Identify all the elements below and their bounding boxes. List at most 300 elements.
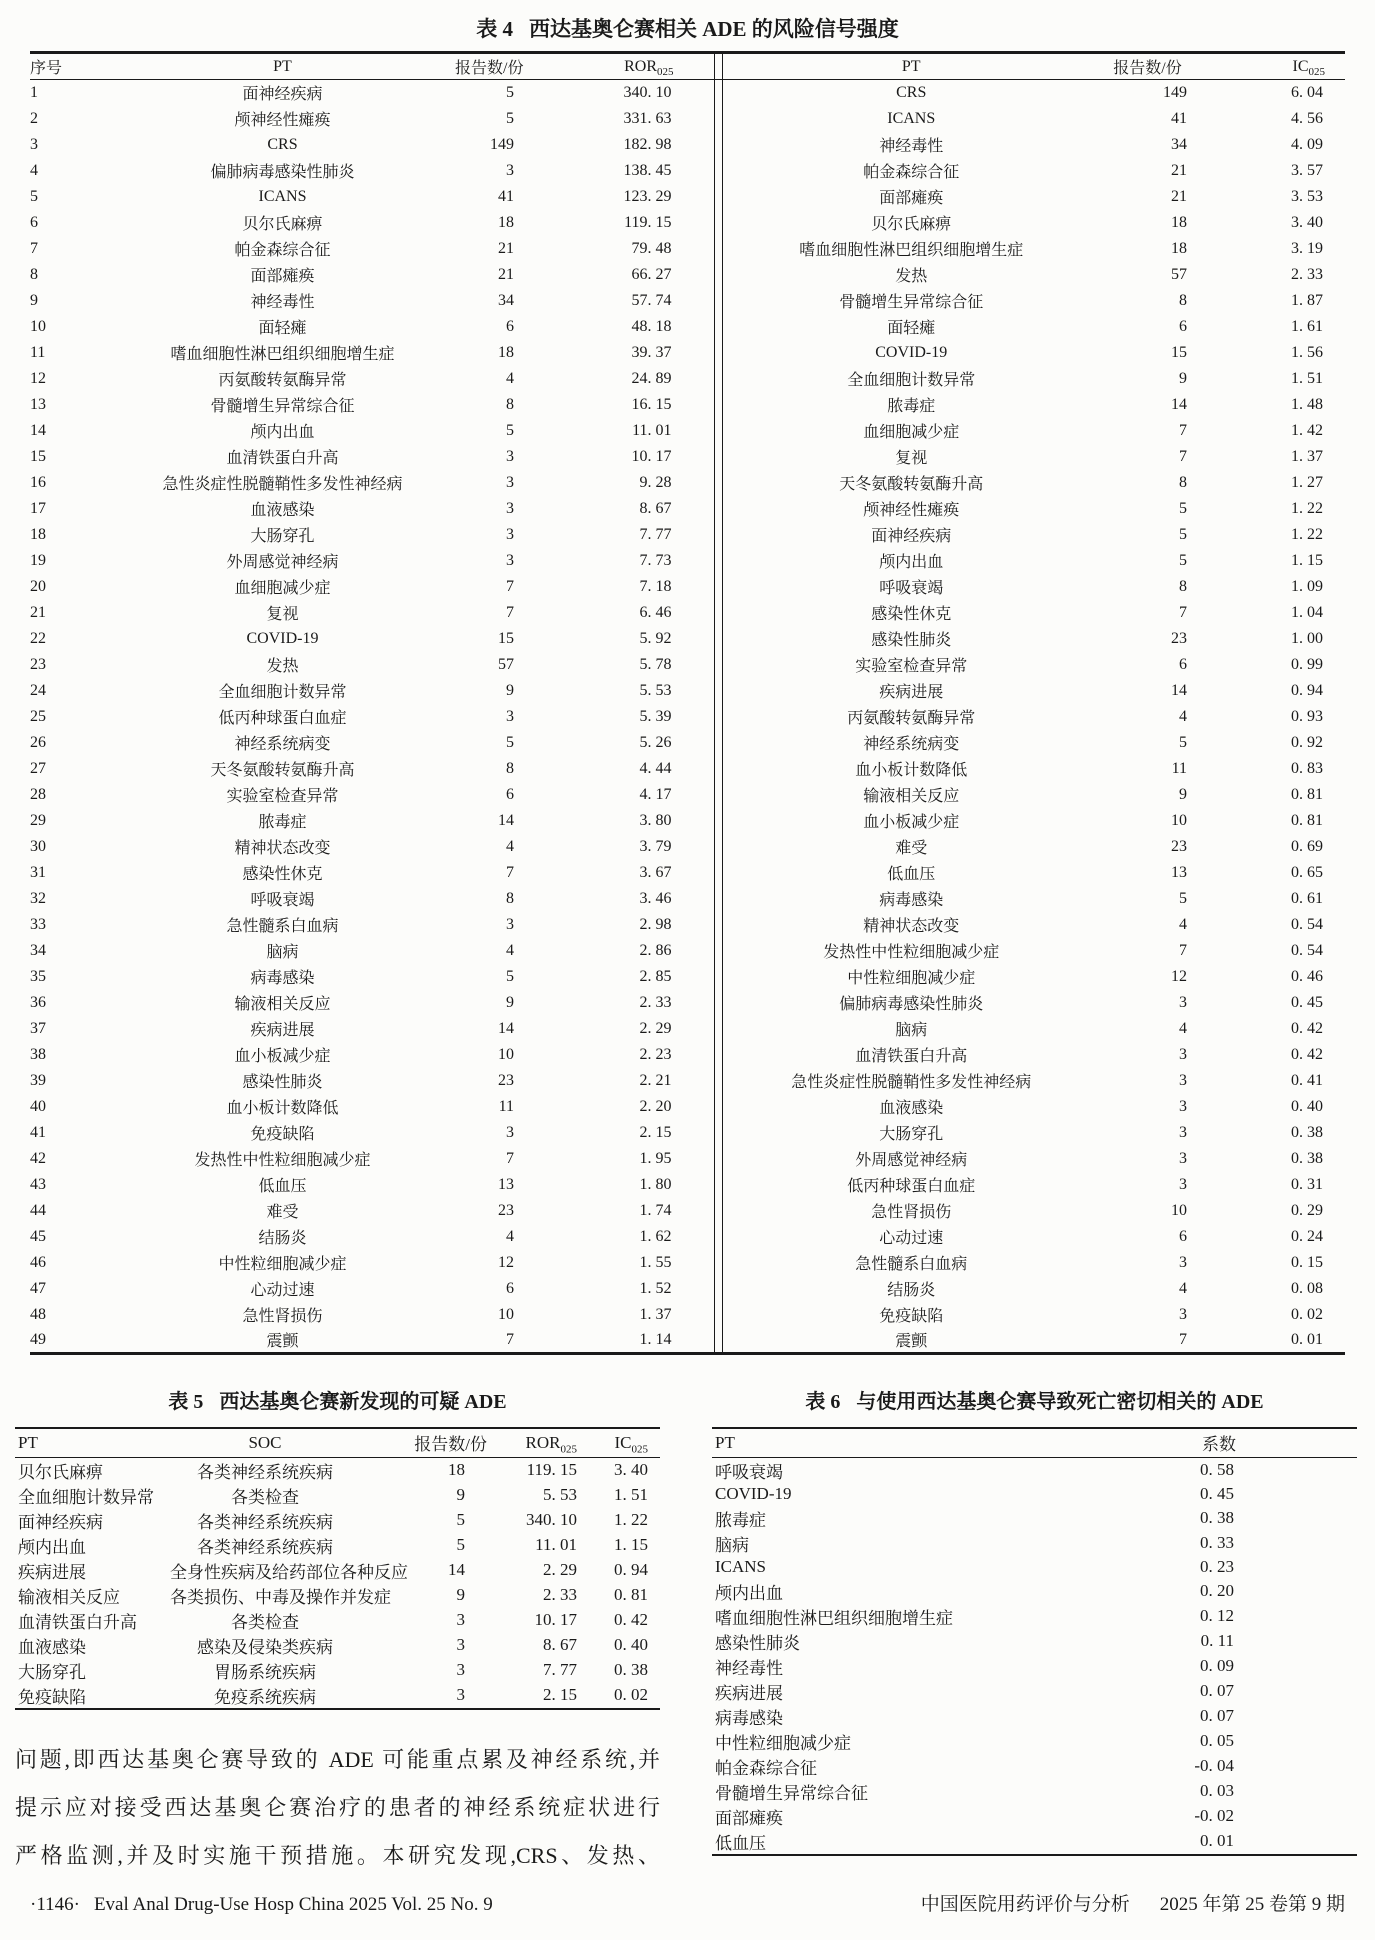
column-divider-cell: [714, 990, 722, 1016]
row-index: 46: [30, 1253, 46, 1271]
pt-name-left: 急性髓系白血病: [226, 918, 339, 935]
table4-row: [30, 340, 1345, 366]
report-count-right: 3: [1179, 1071, 1187, 1089]
column-divider-cell: [714, 184, 722, 210]
column-divider-cell: [714, 626, 722, 652]
ror025-value: 1. 55: [639, 1253, 672, 1271]
ror025-value: 66. 27: [631, 265, 672, 283]
pt-name-left: CRS: [267, 135, 298, 153]
pt-name-left: 脓毒症: [258, 814, 307, 831]
report-count-left: 5: [506, 109, 514, 127]
coefficient-value: 0. 38: [1200, 1508, 1234, 1527]
report-count-right: 18: [1171, 213, 1187, 231]
ror025-value: 340. 10: [526, 1510, 577, 1529]
pt-name: 骨髓增生异常综合征: [715, 1783, 868, 1803]
body-paragraph: [15, 1736, 660, 1880]
row-index: 13: [30, 395, 46, 413]
ror025-value: 1. 14: [639, 1330, 672, 1348]
pt-name-left: 贝尔氏麻痹: [242, 216, 323, 233]
table5-row: [15, 1683, 660, 1709]
pt-name-right: 感染性休克: [871, 606, 952, 623]
table6-row: [712, 1483, 1357, 1506]
table5-row: [15, 1533, 660, 1558]
pt-name-left: COVID-19: [246, 629, 319, 647]
pt-name: 呼吸衰竭: [715, 1462, 783, 1482]
report-count-left: 5: [506, 733, 514, 751]
ror025-value: 4. 17: [639, 785, 672, 803]
ic025-value: 0. 92: [1291, 733, 1323, 751]
row-index: 34: [30, 941, 46, 959]
column-divider-cell: [714, 756, 722, 782]
pt-name: 血清铁蛋白升高: [18, 1612, 137, 1632]
report-count-right: 4: [1179, 707, 1187, 725]
ic025-value: 3. 57: [1291, 161, 1323, 179]
pt-name-right: 脓毒症: [887, 398, 936, 415]
report-count-right: 34: [1171, 135, 1187, 153]
row-index: 23: [30, 655, 46, 673]
report-count-right: 11: [1171, 759, 1187, 777]
pt-name-left: 骨髓增生异常综合征: [210, 398, 355, 415]
pt-name-right: 中性粒细胞减少症: [847, 970, 976, 987]
pt-name: 贝尔氏麻痹: [18, 1462, 103, 1482]
table4-header-ic025: [1195, 53, 1345, 80]
pt-name-left: 血细胞减少症: [234, 580, 331, 597]
table4-row: [30, 210, 1345, 236]
pt-name-right: 发热性中性粒细胞减少症: [823, 944, 1000, 961]
report-count-right: 4: [1179, 1019, 1187, 1037]
soc-name: 各类神经系统疾病: [197, 1537, 333, 1557]
ic025-value: 4. 56: [1291, 109, 1323, 127]
table4-row: [30, 860, 1345, 886]
pt-name-left: 低丙种球蛋白血症: [218, 710, 347, 727]
column-divider-cell: [714, 808, 722, 834]
report-count-left: 14: [498, 811, 514, 829]
ic025-value: 1. 22: [1291, 499, 1323, 517]
pt-name-left: 感染性肺炎: [242, 1074, 323, 1091]
ror025-value: 5. 78: [639, 655, 672, 673]
column-divider-cell: [714, 782, 722, 808]
column-divider-cell: [714, 522, 722, 548]
pt-name: 输液相关反应: [18, 1587, 120, 1607]
column-divider-cell: [714, 236, 722, 262]
pt-name-right: 发热: [895, 268, 928, 285]
row-index: 2: [30, 109, 38, 127]
table4-row: [30, 106, 1345, 132]
report-count-right: 10: [1171, 811, 1187, 829]
soc-name: 感染及侵染类疾病: [197, 1637, 333, 1657]
report-count-right: 3: [1179, 1045, 1187, 1063]
table4-row: [30, 470, 1345, 496]
report-count-right: 7: [1179, 421, 1187, 439]
report-count-right: 3: [1179, 993, 1187, 1011]
ror025-value: 2. 20: [639, 1097, 672, 1115]
report-count-left: 14: [498, 1019, 514, 1037]
ror025-value: 2. 86: [639, 941, 672, 959]
row-index: 37: [30, 1019, 46, 1037]
row-index: 42: [30, 1149, 46, 1167]
row-index: 6: [30, 213, 38, 231]
ic025-value: 0. 08: [1291, 1279, 1323, 1297]
report-count: 14: [448, 1560, 465, 1579]
pt-name: 免疫缺陷: [18, 1687, 86, 1707]
pt-name-left: 颅神经性瘫痪: [234, 112, 331, 129]
column-divider-cell: [714, 340, 722, 366]
ror025-value: 138. 45: [623, 161, 672, 179]
row-index: 28: [30, 785, 46, 803]
column-divider-cell: [714, 1250, 722, 1276]
pt-name-right: CRS: [896, 83, 927, 101]
footer-right: [921, 1890, 1345, 1920]
report-count-right: 3: [1179, 1305, 1187, 1323]
ic025-value: 0. 94: [614, 1560, 648, 1579]
table6-row: [712, 1779, 1357, 1804]
pt-name-right: 神经系统病变: [863, 736, 960, 753]
report-count-left: 3: [506, 473, 514, 491]
ic025-value: 0. 46: [1291, 967, 1323, 985]
report-count-left: 3: [506, 707, 514, 725]
table4-row: [30, 522, 1345, 548]
report-count-right: 6: [1179, 655, 1187, 673]
ror025-value: 16. 15: [631, 395, 672, 413]
pt-name-left: 神经毒性: [250, 294, 315, 311]
column-divider-cell: [714, 1068, 722, 1094]
bottom-columns: [15, 1389, 1357, 1880]
ror025-value: 11. 01: [632, 421, 672, 439]
report-count-left: 34: [498, 291, 514, 309]
report-count-right: 3: [1179, 1149, 1187, 1167]
pt-name-right: 实验室检查异常: [855, 658, 968, 675]
pt-name-left: 颅内出血: [250, 424, 315, 441]
column-divider-cell: [714, 1302, 722, 1328]
coefficient-value: 0. 07: [1200, 1681, 1234, 1700]
row-index: 27: [30, 759, 46, 777]
ror025-value: 1. 62: [639, 1227, 672, 1245]
report-count-right: 7: [1179, 447, 1187, 465]
report-count-left: 3: [506, 499, 514, 517]
ror025-value: 2. 15: [543, 1685, 577, 1704]
soc-name: 各类检查: [231, 1612, 299, 1632]
ic025-value: 0. 99: [1291, 655, 1323, 673]
row-index: 7: [30, 239, 38, 257]
coefficient-value: -0. 02: [1194, 1806, 1234, 1825]
table5-title: [15, 1389, 660, 1415]
ic025-value: 3. 40: [614, 1460, 648, 1479]
report-count-left: 3: [506, 551, 514, 569]
coefficient-value: 0. 07: [1200, 1706, 1234, 1725]
table6-row: [712, 1506, 1357, 1531]
pt-name-right: 血清铁蛋白升高: [855, 1048, 968, 1065]
report-count-right: 5: [1179, 733, 1187, 751]
column-divider-cell: [714, 392, 722, 418]
ror-label: ROR: [624, 57, 657, 75]
table4-header-pt-right: PT: [722, 53, 1100, 80]
report-count-left: 3: [506, 525, 514, 543]
row-index: 47: [30, 1279, 46, 1297]
table4-row: [30, 1146, 1345, 1172]
table4-row: [30, 1094, 1345, 1120]
report-count-left: 7: [506, 1330, 514, 1348]
table6-header-pt: PT: [712, 1428, 1002, 1457]
ror025-value: 123. 29: [623, 187, 672, 205]
ic025-value: 1. 04: [1291, 603, 1323, 621]
column-divider-cell: [714, 886, 722, 912]
report-count: 9: [456, 1485, 465, 1504]
report-count-right: 9: [1179, 785, 1187, 803]
report-count-right: 5: [1179, 525, 1187, 543]
table4-row: [30, 366, 1345, 392]
pt-name: 大肠穿孔: [18, 1662, 86, 1682]
report-count-left: 12: [498, 1253, 514, 1271]
ic025-value: 6. 04: [1291, 83, 1323, 101]
pt-name-right: 血小板计数降低: [855, 762, 968, 779]
report-count-left: 5: [506, 967, 514, 985]
table4-row: [30, 1068, 1345, 1094]
ic025-value: 4. 09: [1291, 135, 1323, 153]
report-count-left: 149: [490, 135, 514, 153]
ic025-value: 1. 48: [1291, 395, 1323, 413]
table4-row: [30, 1198, 1345, 1224]
column-gutter: [660, 1389, 712, 1880]
ic025-value: 1. 22: [1291, 525, 1323, 543]
table5-row: [15, 1483, 660, 1508]
row-index: 26: [30, 733, 46, 751]
ror025-value: 1. 74: [639, 1201, 672, 1219]
table4-row: [30, 756, 1345, 782]
pt-name-right: 颅神经性瘫痪: [863, 502, 960, 519]
report-count-right: 21: [1171, 187, 1187, 205]
pt-name-left: 发热性中性粒细胞减少症: [194, 1152, 371, 1169]
ror025-value: 9. 28: [639, 473, 672, 491]
report-count-right: 3: [1179, 1175, 1187, 1193]
report-count-left: 7: [506, 603, 514, 621]
row-index: 31: [30, 863, 46, 881]
report-count-right: 7: [1179, 603, 1187, 621]
pt-name: 帕金森综合征: [715, 1758, 817, 1778]
ic025-value: 0. 15: [1291, 1253, 1323, 1271]
column-divider-cell: [714, 1016, 722, 1042]
report-count: 9: [456, 1585, 465, 1604]
ic025-value: 1. 87: [1291, 291, 1323, 309]
page-footer: [30, 1890, 1345, 1920]
ror025-value: 3. 79: [639, 837, 672, 855]
table6-row: [712, 1754, 1357, 1779]
pt-name-right: 天冬氨酸转氨酶升高: [839, 476, 984, 493]
ror025-value: 11. 01: [535, 1535, 577, 1554]
ic025-value: 1. 51: [1291, 369, 1323, 387]
table4-row: [30, 678, 1345, 704]
row-index: 49: [30, 1330, 46, 1348]
table6-header-row: [712, 1428, 1357, 1457]
pt-name-right: 感染性肺炎: [871, 632, 952, 649]
table4-column-divider: [714, 53, 722, 80]
row-index: 30: [30, 837, 46, 855]
ic025-value: 1. 00: [1291, 629, 1323, 647]
pt-name-right: 贝尔氏麻痹: [871, 216, 952, 233]
report-count: 5: [456, 1535, 465, 1554]
pt-name: 嗜血细胞性淋巴组织细胞增生症: [715, 1608, 953, 1628]
pt-name-left: 偏肺病毒感染性肺炎: [210, 164, 355, 181]
coefficient-value: 0. 12: [1200, 1606, 1234, 1625]
ic025-value: 0. 93: [1291, 707, 1323, 725]
table6-row: [712, 1729, 1357, 1754]
report-count-left: 4: [506, 369, 514, 387]
pt-name-right: 丙氨酸转氨酶异常: [847, 710, 976, 727]
column-divider-cell: [714, 262, 722, 288]
ror025-value: 3. 67: [639, 863, 672, 881]
pt-name-right: 输液相关反应: [863, 788, 960, 805]
report-count-right: 14: [1171, 681, 1187, 699]
report-count-left: 7: [506, 1149, 514, 1167]
ic025-value: 0. 42: [1291, 1045, 1323, 1063]
row-index: 19: [30, 551, 46, 569]
column-divider-cell: [714, 730, 722, 756]
table4-row: [30, 600, 1345, 626]
ror025-value: 2. 21: [639, 1071, 672, 1089]
coefficient-value: 0. 05: [1200, 1731, 1234, 1750]
row-index: 20: [30, 577, 46, 595]
pt-name-right: 病毒感染: [879, 892, 944, 909]
report-count-left: 4: [506, 941, 514, 959]
row-index: 35: [30, 967, 46, 985]
pt-name-right: 呼吸衰竭: [879, 580, 944, 597]
soc-name: 免疫系统疾病: [214, 1687, 316, 1707]
pt-name-left: 血小板减少症: [234, 1048, 331, 1065]
table6-row: [712, 1579, 1357, 1604]
table4-row: [30, 80, 1345, 106]
ic025-value: 1. 15: [1291, 551, 1323, 569]
coefficient-value: 0. 20: [1200, 1581, 1234, 1600]
ror025-value: 182. 98: [623, 135, 672, 153]
table5-row: [15, 1583, 660, 1608]
coefficient-value: 0. 23: [1200, 1557, 1234, 1576]
pt-name-left: 急性肾损伤: [242, 1308, 323, 1325]
pt-name: 面部瘫痪: [715, 1808, 783, 1828]
column-divider-cell: [714, 678, 722, 704]
right-column: [712, 1389, 1357, 1880]
column-divider-cell: [714, 1146, 722, 1172]
report-count-left: 8: [506, 889, 514, 907]
ror025-value: 10. 17: [631, 447, 672, 465]
pt-name: 脑病: [715, 1535, 749, 1555]
report-count-right: 3: [1179, 1123, 1187, 1141]
pt-name-right: ICANS: [887, 109, 936, 127]
table4-row: [30, 1120, 1345, 1146]
report-count-left: 21: [498, 265, 514, 283]
report-count-left: 8: [506, 395, 514, 413]
table5-row: [15, 1658, 660, 1683]
ror025-value: 5. 39: [639, 707, 672, 725]
report-count-right: 41: [1171, 109, 1187, 127]
column-divider-cell: [714, 704, 722, 730]
table4-header-index: 序号: [30, 53, 110, 80]
ic025-value: 0. 83: [1291, 759, 1323, 777]
ror025-value: 340. 10: [623, 83, 672, 101]
pt-name-right: 急性炎症性脱髓鞘性多发性神经病: [791, 1074, 1032, 1091]
ror025-value: 10. 17: [534, 1610, 577, 1629]
ror025-value: 2. 85: [639, 967, 672, 985]
footer-left: [30, 1890, 493, 1920]
table4-title: [0, 0, 1375, 42]
ic025-value: 0. 24: [1291, 1227, 1323, 1245]
pt-name: 颅内出血: [715, 1583, 783, 1603]
table4-row: [30, 730, 1345, 756]
pt-name-right: 颅内出血: [879, 554, 944, 571]
row-index: 36: [30, 993, 46, 1011]
row-index: 9: [30, 291, 38, 309]
pt-name-right: 血小板减少症: [863, 814, 960, 831]
pt-name-left: 外周感觉神经病: [226, 554, 339, 571]
ror025-value: 5. 53: [543, 1485, 577, 1504]
left-column: [15, 1389, 660, 1880]
ror025-value: 3. 80: [639, 811, 672, 829]
row-index: 10: [30, 317, 46, 335]
pt-name-right: 外周感觉神经病: [855, 1152, 968, 1169]
row-index: 1: [30, 83, 38, 101]
column-divider-cell: [714, 938, 722, 964]
report-count-left: 4: [506, 1227, 514, 1245]
pt-name-right: 嗜血细胞性淋巴组织细胞增生症: [799, 242, 1024, 259]
pt-name: 病毒感染: [715, 1708, 783, 1728]
soc-name: 全身性疾病及给药部位各种反应: [170, 1562, 408, 1582]
row-index: 41: [30, 1123, 46, 1141]
column-divider-cell: [714, 1224, 722, 1250]
table5-row: [15, 1457, 660, 1483]
coefficient-value: 0. 45: [1200, 1484, 1234, 1503]
row-index: 15: [30, 447, 46, 465]
table4-header-count-right: 报告数/份: [1100, 53, 1195, 80]
soc-name: 各类神经系统疾病: [197, 1462, 333, 1482]
report-count-right: 8: [1179, 291, 1187, 309]
row-index: 11: [30, 343, 46, 361]
report-count-right: 13: [1171, 863, 1187, 881]
report-count-left: 6: [506, 785, 514, 803]
pt-name-right: 大肠穿孔: [879, 1126, 944, 1143]
table5-header-row: [15, 1428, 660, 1457]
ic025-value: 0. 01: [1291, 1330, 1323, 1348]
pt-name-right: 急性肾损伤: [871, 1204, 952, 1221]
ic025-value: 1. 15: [614, 1535, 648, 1554]
report-count-right: 4: [1179, 1279, 1187, 1297]
column-divider-cell: [714, 1198, 722, 1224]
report-count-right: 7: [1179, 1330, 1187, 1348]
report-count-left: 3: [506, 161, 514, 179]
table4-row: [30, 886, 1345, 912]
ror025-value: 4. 44: [639, 759, 672, 777]
pt-name-left: 中性粒细胞减少症: [218, 1256, 347, 1273]
table4-title-text: 西达基奥仑赛相关 ADE 的风险信号强度: [528, 17, 899, 41]
column-divider-cell: [714, 860, 722, 886]
table4-row: [30, 834, 1345, 860]
pt-name-right: 低血压: [887, 866, 936, 883]
pt-name-left: 天冬氨酸转氨酶升高: [210, 762, 355, 779]
report-count-left: 18: [498, 213, 514, 231]
table4-row: [30, 288, 1345, 314]
table6-row: [712, 1604, 1357, 1629]
report-count-right: 21: [1171, 161, 1187, 179]
pt-name-left: 丙氨酸转氨酶异常: [218, 372, 347, 389]
ror025-value: 5. 53: [639, 681, 672, 699]
column-divider-cell: [714, 652, 722, 678]
table4-row: [30, 132, 1345, 158]
ror-subscript: 025: [560, 1443, 577, 1456]
pt-name-left: 实验室检查异常: [226, 788, 339, 805]
ror025-value: 1. 80: [639, 1175, 672, 1193]
table5-header-ic025: [580, 1428, 660, 1457]
pt-name-left: 复视: [266, 606, 299, 623]
report-count-right: 3: [1179, 1097, 1187, 1115]
ic025-value: 1. 42: [1291, 421, 1323, 439]
report-count: 18: [448, 1460, 465, 1479]
